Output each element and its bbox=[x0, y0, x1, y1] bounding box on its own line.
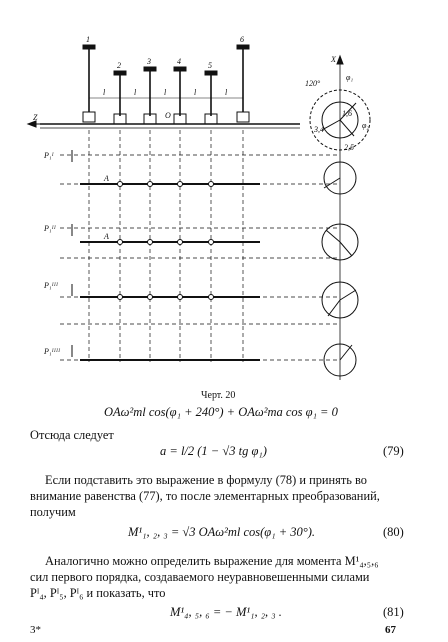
unit-label-3: 3 bbox=[147, 57, 151, 66]
cylinder-5 bbox=[205, 71, 217, 124]
cylinder-2 bbox=[114, 71, 126, 124]
paragraph-1-line-2: внимание равенства (77), то после элементарных преобразований, bbox=[30, 489, 380, 503]
unit-label-6: 6 bbox=[240, 35, 244, 44]
point-a-2: A bbox=[104, 232, 109, 241]
angle-120-label: 120° bbox=[305, 79, 321, 88]
cylinder-4 bbox=[174, 67, 186, 124]
paragraph-2-line-2: сил первого порядка, создаваемого неуравновешенными силами bbox=[30, 570, 370, 584]
spacing-l-5: l bbox=[225, 88, 228, 97]
consequence-label: Отсюда следует bbox=[30, 428, 114, 442]
crank-label-34: 3,4 bbox=[314, 125, 324, 134]
spacing-l-1: l bbox=[103, 88, 106, 97]
cylinder-6 bbox=[237, 45, 249, 122]
equation-81-number: (81) bbox=[383, 605, 404, 619]
row-force-1: P₁ᴵ bbox=[44, 151, 54, 160]
equation-80-number: (80) bbox=[383, 525, 404, 539]
spacing-l-4: l bbox=[194, 88, 197, 97]
signature-mark: 3* bbox=[30, 624, 41, 636]
paragraph-1-line-1: Если подставить это выражение в формулу (78) и принять во bbox=[45, 473, 367, 487]
spacing-l-2: l bbox=[134, 88, 137, 97]
unit-label-4: 4 bbox=[177, 57, 181, 66]
point-a-1: A bbox=[104, 174, 109, 183]
equation-79-lhs: a = bbox=[160, 444, 181, 458]
unit-label-2: 2 bbox=[117, 61, 121, 70]
equation-top: OAω²ml cos(φ₁ + 240°) + OAω²ma cos φ₁ = 0 bbox=[104, 405, 338, 419]
equation-79-rhs: l/2 (1 − √3 tg φ₁) bbox=[180, 444, 267, 458]
origin-label: O bbox=[165, 111, 171, 120]
crank-label-25: 2,5 bbox=[344, 143, 354, 152]
figure-caption: Черт. 20 bbox=[201, 390, 236, 401]
spacing-l-3: l bbox=[164, 88, 167, 97]
angle-phi1-label: φ₁ bbox=[346, 73, 354, 82]
crank-label-16: 1,6 bbox=[342, 109, 352, 118]
unit-label-1: 1 bbox=[86, 35, 90, 44]
equation-79 bbox=[160, 444, 267, 459]
equation-81: M¹₄, ₅, ₆ = − M¹₁, ₂, ₃ . bbox=[170, 605, 282, 619]
paragraph-2-line-3: Pᴵ₄, Pᴵ₅, Pᴵ₆ и показать, что bbox=[30, 586, 166, 600]
row-force-3: P₁ᴵᴵᴵ bbox=[44, 281, 58, 290]
row-force-2: P₁ᴵᴵ bbox=[44, 224, 56, 233]
cylinder-1 bbox=[83, 45, 95, 122]
row-force-4: P₁ᴵᴵᴵᴵ bbox=[44, 347, 61, 356]
paragraph-2-line-1: Аналогично можно определить выражение для момента M¹₄,₅,₆ bbox=[45, 554, 379, 568]
equation-80: M¹₁, ₂, ₃ = √3 OAω²ml cos(φ₁ + 30°). bbox=[128, 525, 316, 539]
angle-phi2-label: φ₂ bbox=[362, 121, 370, 130]
equation-79-number: (79) bbox=[383, 444, 404, 458]
cylinder-3 bbox=[144, 67, 156, 124]
unit-label-5: 5 bbox=[208, 61, 212, 70]
axis-z-label: Z bbox=[33, 113, 38, 122]
axis-x-label: X bbox=[331, 55, 336, 64]
page-number: 67 bbox=[385, 624, 396, 636]
paragraph-1-line-3: получим bbox=[30, 505, 76, 519]
